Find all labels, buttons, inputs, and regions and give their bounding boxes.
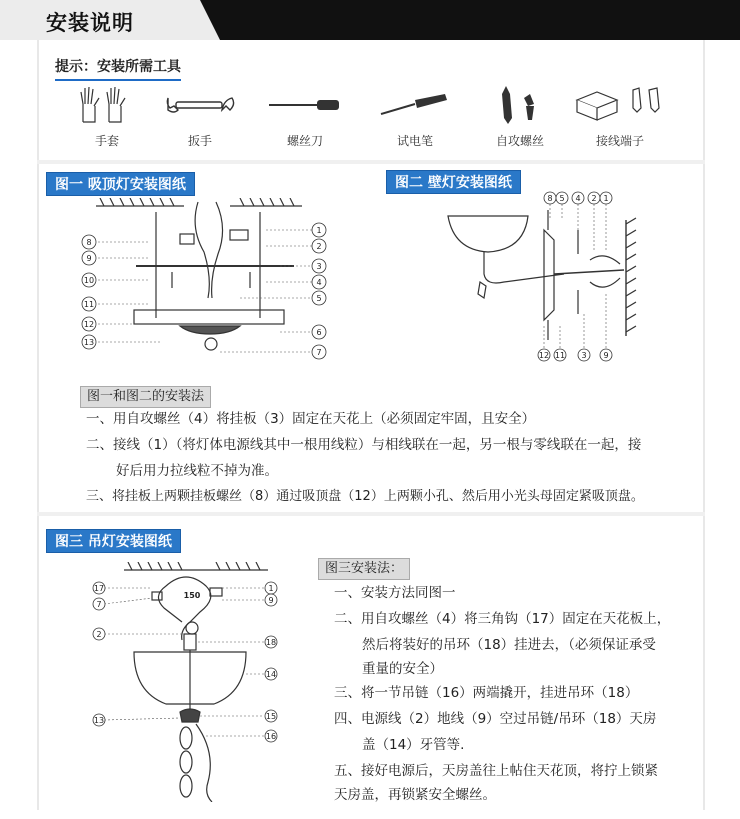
steps12-item-2-cont: 好后用力拉线粒不掉为准。 (116, 463, 278, 479)
wrench-icon (164, 84, 236, 124)
steps12-item-3: 三、将挂板上两颗挂板螺丝（8）通过吸顶盘（12）上两颗小孔、然后用小光头母固定紧吸顶盘。 (86, 489, 644, 504)
tool-screwdriver (260, 84, 350, 149)
fig2-callout: 4 (575, 194, 581, 203)
steps12-item-2: 二、接线（1）（将灯体电源线其中一根用线粒）与相线联在一起，另一根与零线联在一起，接 (86, 437, 642, 453)
fig2-callout: 9 (603, 351, 609, 360)
fig3-hook-label: 150 (183, 591, 201, 600)
steps3-item: 天房盖，再锁紧安全螺丝。 (334, 787, 496, 803)
terminal-block-icon (575, 84, 665, 124)
steps3-item: 二、用自攻螺丝（4）将三角钩（17）固定在天花板上， (334, 611, 671, 627)
fig1-title: 图一 吸顶灯安装图纸 (46, 172, 195, 196)
fig1-callout: 11 (83, 300, 95, 309)
fig3-callout: 2 (96, 630, 102, 639)
steps12-title: 图一和图二的安装法 (80, 386, 211, 408)
steps3-item: 然后将装好的吊环（18）挂进去，（必须保证承受 (362, 637, 656, 653)
fig2-callout: 5 (559, 194, 565, 203)
fig2-callout: 2 (591, 194, 597, 203)
steps3-item: 五、接好电源后，天房盖往上帖住天花顶，将拧上锁紧 (334, 763, 658, 779)
tool-label-gloves: 手套 (94, 134, 119, 148)
fig2-callout: 11 (554, 351, 566, 360)
tool-gloves (62, 84, 152, 149)
test-pen-icon (375, 84, 455, 124)
fig1-callout: 1 (316, 226, 322, 235)
fig3-callout: 14 (265, 670, 277, 679)
fig1-callout: 5 (316, 294, 322, 303)
fig2-callout: 12 (538, 351, 550, 360)
tool-label-test-pen: 试电笔 (396, 134, 433, 148)
section-divider (37, 512, 705, 516)
fig3-callout: 15 (265, 712, 277, 721)
steps12-item-1: 一、用自攻螺丝（4）将挂板（3）固定在天花上（必须固定牢固，且安全） (86, 411, 536, 427)
fig2-callout: 1 (603, 194, 609, 203)
fig1-callout: 6 (316, 328, 322, 337)
fig3-callout: 13 (93, 716, 105, 725)
header-bar (0, 0, 740, 40)
tools-title: 提示：安装所需工具 (55, 56, 181, 81)
fig3-title: 图三 吊灯安装图纸 (46, 529, 181, 553)
fig1-callout: 7 (316, 348, 322, 357)
fig1-callout: 9 (86, 254, 92, 263)
steps3-item: 一、安装方法同图一 (334, 585, 456, 601)
fig1-diagram (80, 198, 340, 368)
steps3-title: 图三安装法： (318, 558, 410, 580)
tool-label-terminal: 接线端子 (595, 134, 644, 148)
fig3-callout: 7 (96, 600, 102, 609)
page-title: 安装说明 (46, 11, 134, 35)
fig1-callout: 10 (83, 276, 95, 285)
fig1-callout: 3 (316, 262, 322, 271)
fig1-callout: 13 (83, 338, 95, 347)
tool-label-screwdriver: 螺丝刀 (286, 134, 323, 148)
section-divider (37, 160, 705, 164)
gloves-icon (77, 84, 137, 124)
fig1-callout: 2 (316, 242, 322, 251)
fig3-callout: 1 (268, 584, 274, 593)
fig2-title: 图二 壁灯安装图纸 (386, 170, 521, 194)
steps3-item: 四、电源线（2）地线（9）空过吊链/吊环（18）天房 (334, 711, 657, 727)
self-tapping-screw-icon (490, 84, 550, 124)
tool-screw (475, 84, 565, 149)
fig1-callout: 8 (86, 238, 92, 247)
steps3-item: 重量的安全） (362, 661, 443, 677)
tool-test-pen (370, 84, 460, 149)
fig1-callout: 4 (316, 278, 322, 287)
fig3-callout: 17 (93, 584, 105, 593)
tool-terminal (575, 84, 665, 149)
tool-label-screw: 自攻螺丝 (495, 134, 544, 148)
fig2-callout: 3 (581, 351, 587, 360)
tool-wrench (155, 84, 245, 149)
fig2-diagram (444, 190, 654, 366)
fig3-callout: 18 (265, 638, 277, 647)
fig2-callout: 8 (547, 194, 553, 203)
steps3-item: 三、将一节吊链（16）两端撬开，挂进吊环（18） (334, 685, 639, 701)
screwdriver-icon (265, 84, 345, 124)
fig3-callout: 9 (268, 596, 274, 605)
fig3-callout: 16 (265, 732, 277, 741)
steps3-item: 盖（14）牙管等. (362, 737, 465, 753)
tool-label-wrench: 扳手 (187, 134, 212, 148)
fig3-diagram (86, 562, 296, 802)
fig1-callout: 12 (83, 320, 95, 329)
